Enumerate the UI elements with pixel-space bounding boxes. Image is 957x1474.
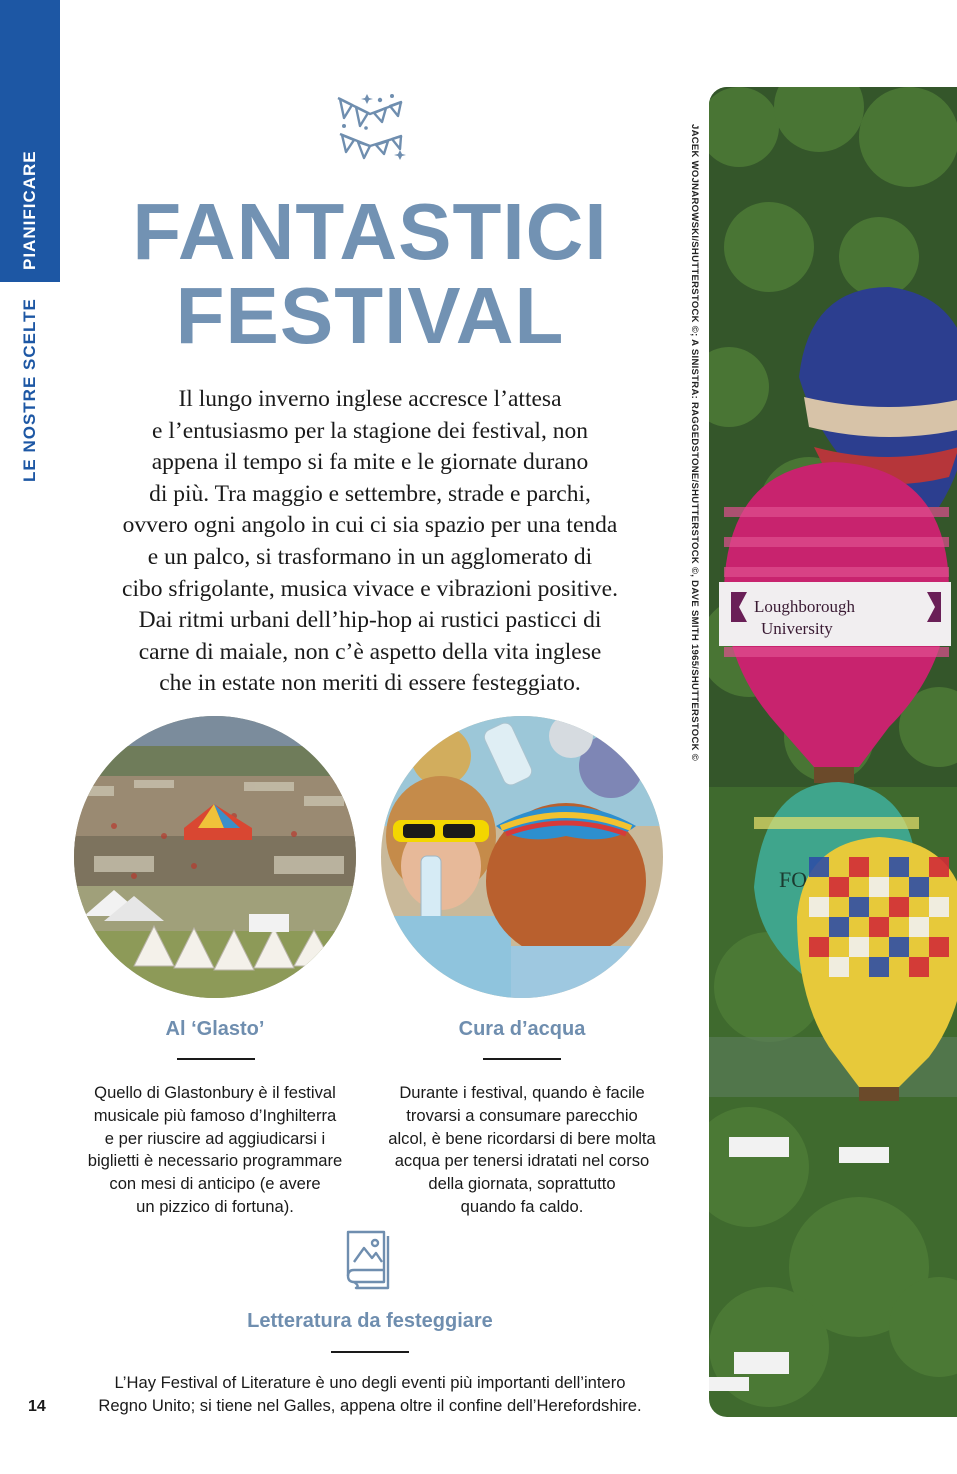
feature-text-line: con mesi di anticipo (e avere [109,1174,321,1194]
feature-text [60,1372,680,1418]
balloon-text-fo: FO [779,867,808,892]
intro-line: cibo sfrigolante, musica vivace e vibrazioni positive. [122,575,618,602]
heading-rule [331,1351,409,1353]
water-drinking-photo [381,716,663,998]
intro-line: carne di maiale, non c’è aspetto della vita inglese [138,638,602,665]
heading-rule [483,1058,561,1060]
subsection-label: LE NOSTRE SCELTE [20,298,39,482]
intro-line: e l’entusiasmo per la stagione dei festival, non [152,417,588,444]
section-label: PIANIFICARE [20,150,39,270]
title-line-1: FANTASTICI [132,187,608,276]
feature-text-line: Regno Unito; si tiene nel Galles, appena oltre il confine dell’Herefordshire. [98,1395,642,1415]
feature-text-line: L’Hay Festival of Literature è uno degli eventi più importanti dell’intero [114,1373,626,1392]
balloon-text-line-1: Loughborough [754,597,856,616]
photo-credit: JACEK WOJNAROWSKI/SHUTTERSTOCK ©; A SINISTRA: RAGGEDSTONE/SHUTTERSTOCK ©, DAVE SMITH 1965/SHUTTERSTOCK © [689,124,700,762]
feature-text-line: biglietti è necessario programmare [87,1151,343,1171]
intro-line: che in estate non meriti di essere festeggiato. [159,670,581,697]
page-number: 14 [28,1398,46,1415]
page-title [60,187,680,360]
feature-text [368,1082,676,1219]
intro-paragraph [70,384,670,700]
intro-line: Dai ritmi urbani dell’hip-hop ai rustici pasticci di [138,607,602,634]
feature-heading: Al ‘Glasto’ [165,1018,265,1040]
feature-text-line: trovarsi a consumare parecchio [406,1105,638,1125]
intro-line: appena il tempo si fa mite e le giornate durano [151,449,589,476]
title-line-2: FESTIVAL [175,271,565,360]
feature-text-line: Quello di Glastonbury è il festival [94,1083,336,1102]
feature-text-line: un pizzico di fortuna). [136,1196,294,1216]
intro-line: Il lungo inverno inglese accresce l’attesa [178,386,562,412]
intro-line: ovvero ogni angolo in cui ci sia spazio per una tenda [122,512,618,539]
heading-rule [177,1058,255,1060]
feature-heading: Cura d’acqua [458,1018,586,1040]
feature-text-line: e per riuscire ad aggiudicarsi i [104,1128,326,1148]
book-landscape-icon [344,1228,392,1290]
intro-line: e un palco, si trasformano in un agglomerato di [147,543,593,570]
balloon-text-line-2: University [761,619,833,638]
feature-text-line: alcol, è bene ricordarsi di bere molta [388,1128,656,1148]
feature-text-line: acqua per tenersi idratati nel corso [394,1151,650,1171]
balloon-photo [709,87,957,1417]
intro-line: di più. Tra maggio e settembre, strade e parchi, [149,480,591,507]
glastonbury-photo [74,716,356,998]
feature-text-line: quando fa caldo. [460,1196,584,1216]
feature-text-line: della giornata, soprattutto [428,1174,616,1194]
feature-text-line: Durante i festival, quando è facile [399,1083,645,1102]
bunting-icon [330,92,410,164]
feature-text [62,1082,368,1219]
feature-text-line: musicale più famoso d’Inghilterra [93,1105,337,1125]
feature-heading: Letteratura da festeggiare [247,1310,493,1332]
